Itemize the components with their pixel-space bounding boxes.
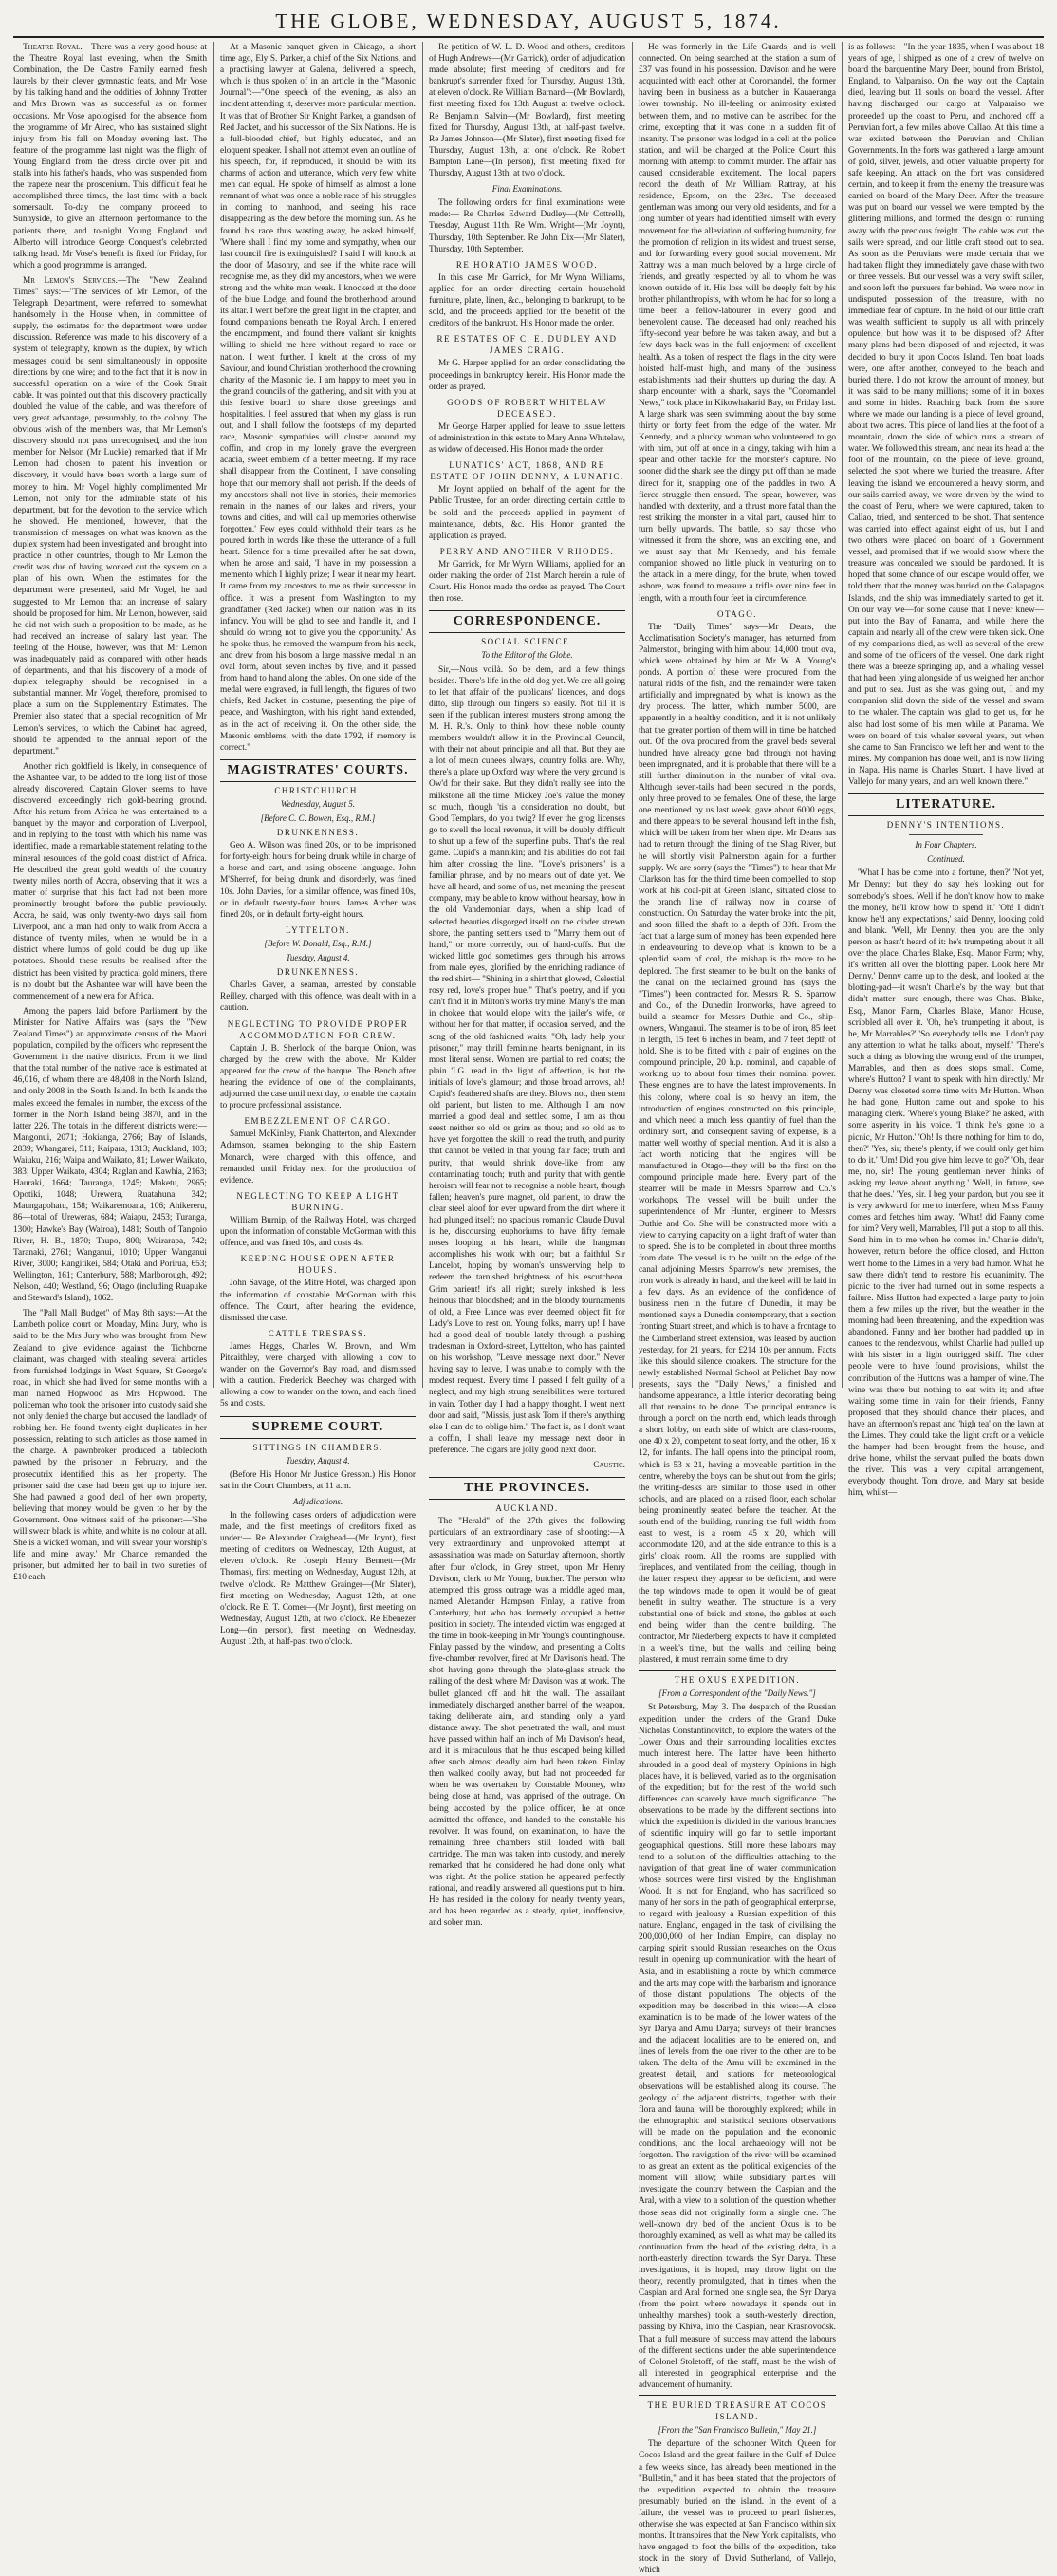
court-before: [Before W. Donald, Esq., R.M.] [264,938,372,948]
christchurch-heading: CHRISTCHURCH. [274,785,362,795]
cocos-article-continued: is as follows:—"In the year 1835, when I was about 18 years of age, I shipped as one of a crew of twelve on board the barquentine Mary Deer, bound from Bristol, England, to Valparaiso. On the way out the Captain died, leaving but 11 souls on board the vessel. After having discharged our cargo at Valparaiso we proceeded up the coast to Peru, and anchored off a Peruvian fort, a few miles above Callao. At this time a war existed between the Peruvian and Chilian Governments. In the forts was gathered a large amount of gold, silver, jewels, and other valuable property for safe keeping. An attack on the fort was considered certain, and to keep it from the enemy the treasure was carried on board of the Mary Deer. After the treasure was put on board our vessel we were tempted by the glittering millions, and formed the design of running away with the precious freight. The cable was cut, the sails were spread, and our little craft stood out to sea. As soon as the Peruvians were made certain that we had taken flight they immediately gave chase with two or three vessels. But our vessel was a very swift sailer, and soon left the pursuers far behind. We were now in undisputed possession of the treasure, with no immediate fear of capture. In the hold of our little craft was wealth sufficient to supply us all with princely opulence, but how was it to be disposed of? After many plans had been disposed of and rejected, it was decided to bury it upon Cocos Island. Ten boat loads were, one after another, conveyed to the beach and buried there. I do not know the amount of money, but it was said to be many millions; some of it in boxes and some in hides. Reaching back from the shore where we made our landing is a piece of level ground, about two acres. This piece of land lies at the foot of a mountain, down the side of which runs a stream of water. We followed this stream, and near its head at the foot of the mountain, on the piece of level ground, selected the spot where we buried the treasure. After leaving the island we encountered a heavy storm, and our sails carried away, we were driven by the wind to the coast of Peru, where we were captured, taken to Callao, tried, and sentenced to be shot. That sentence was carried into effect against eight of us, but I and two others were placed on board of a Government vessel, and promised that if we would show where the treasure was concealed we should be pardoned. It is hoped that some chance of our escape would offer, we told them that the money was buried on the Galapagos Islands, and the ship was immediately started to get it. On our way we—for some cause that I never knew—put into the Bay of Panama, and while there the captain and nearly all of the crew were taken sick. One of my companions died, as well as several of the crew and some of the officers of the vessel. One dark night there was a breeze springing up, and a whaling vessel that had been lying alongside of us weighed her anchor and put to sea. Just as she was going out, I and my companion slid down the side of the vessel and swam to the whaler. The captain was glad to get us, for he also had lost some of his men while at Panama. We were on board of this whaler several years, but when she came to San Francisco we left her and went to the mines. My companion has done well, and is now living in Napa. His name is Charles Stuart. I have lived at Vallejo for many years, and am well known there." [848,43,1044,787]
case-heading: RE HORATIO JAMES WOOD. [455,259,599,270]
pall-mall-article: The "Pall Mall Budget" of May 8th says:—At the Lambeth police court on Monday, Mina Jury, who is said to be the Mrs Jury who was brought from New Zealand to give evidence against the Tichborne claimant, was charged with stealing several articles from furnished lodgings in West Square, St George's road, in which she had lived for some months with a man named Hopwood as Mrs Hopwood. The policeman who took the prisoner into custody said she not only denied the charge but accused the landlady of robbing her. He found twenty-eight duplicates in her possession, relating to such articles as those named in the charge. A pawnbroker produced a tablecloth pawned by the prisoner in February, and the prosecutrix identified this as her property. The prisoner said the case had been got up to injure her. She had pawned a good deal of her own property, believing that money would be given to her by the Government. One witness said of the prisoner:—'She will swear black is white, and white is no colour at all. She is a wicked woman, and will swear your worship's life and mine away.' Mr Chance remanded the prisoner, but admitted her to bail in two sureties of £10 each. [13,1309,207,1583]
column-3 [429,42,625,1929]
column-rule [632,42,633,1388]
oxus-heading: THE OXUS EXPEDITION. [674,1675,801,1686]
divider [639,1670,836,1671]
court-date: Tuesday, August 4. [286,1455,350,1465]
case-heading: EMBEZZLEMENT OF CARGO. [244,1116,392,1127]
story-continued: Continued. [927,854,965,865]
magistrates-courts-heading: MAGISTRATES' COURTS. [220,759,416,782]
supreme-court-heading: SUPREME COURT. [220,1416,416,1439]
article-head: Theatre Royal. [23,43,83,52]
case-heading: Adjudications. [292,1496,343,1506]
cocos-article: The departure of the schooner Witch Queen for Cocos Island and the great failure in the Gulf of Dulce a few weeks since, has already been mentioned in the "Bulletin," and it has been stated that the projectors of the expedition expected to obtain the treasure presumably buried on the island. In the event of a failure, the vessel was to proceed to pearl fisheries, otherwise she was expected at San Francisco within six months. It transpires that the New York capitalists, who have engaged to foot the bills of the expedition, take stock in the story of David Sutherland, of Vallejo, which [639,2439,836,2576]
court-before: [Before C. C. Bowen, Esq., R.M.] [260,813,376,823]
auckland-article-continued: He was formerly in the Life Guards, and is well connected. On being searched at the station a sum of £37 was found in his possession. Davison and he were acquainted with each other at Coromandel, the former having been in business as a butcher in Kauaeranga lower township. No ill-feeling or animosity existed between them, and no motive can be ascribed for the crime, excepting that it was done in a sudden fit of insanity. The prisoner was lodged in a cell at the police station, and will be charged at the Police Court this morning with attempt to commit murder. The affair has caused considerable excitement. The local papers record the death of Mr William Rattray, at his residence, Epsom, on the 23rd. The deceased gentleman was among our very old residents, and for a long number of years had identified himself with every movement for the alleviation of suffering humanity, for the promotion of religion in its widest and truest sense, and for forwarding every good social movement. Mr Rattray was a man much beloved by a large circle of friends, and greatly respected by all to whom he was known outside of it. His loss will be deeply felt by his brother philanthropists, with whom he had for so long a time been a fellow-labourer in every good and benevolent cause. The deceased had only reached his fifty-second year before he was taken away, and but a few days back was in the full enjoyment of excellent health. As a token of respect the flags in the city were hoisted half-mast high, and many of the business establishments had their shutters up during the day. A sharp encounter with a shark, says the "Coromandel News," took place in Kikowhakarid Bay, on Friday last. A large shark was seen swimming about the bay some thirty or forty feet from the edge of the water. Mr Kennedy, and a plucky woman who volunteered to go with him, put off at once in a dingy, taking with him a spear and other tackle for the monster's capture. No sooner did the shark see the dingy put off than he made direct for it, snapping one of the paddles in two. A fierce struggle then ensued. The spear, however, was handled with dexterity, and a thrust more fatal than the rest striking the monster in a vital part, caused him to turn belly upwards. The battle, so say those who witnessed it from the shore, was an exciting one, and we must say that Mr Kennedy, and his female companion showed no little pluck in venturing on to the attack in a mere dingy, for the brute, when towed ashore, was found to measure a trifle over nine feet in length, with a mouth four feet in circumference. [639,43,836,604]
case-heading: NEGLECTING TO PROVIDE PROPER ACCOMMODATION FOR CREW. [227,1018,409,1040]
oxus-source: [From a Correspondent of the "Daily News."] [658,1689,816,1699]
goldfield-article: Another rich goldfield is likely, in consequence of the Ashantee war, to be added to the long list of those already discovered. Captain Glover seems to have discovered exceedingly rich gold-bearing ground. After his return from Africa he was entertained to a banquet by the mayor and corporation of Liverpool, and in replying to the toast with which his name was identified, made a remarkable statement relating to the mineral resources of the gold coast district of Africa. He described the great gold wealth of the country twenty miles north of Accra, observing that it was a matter of surprise that this fact had not been more prominently brought before the public previously. Accra, he said, was only twenty-two days sail from Liverpool, and a man had only to walk from Accra a distance of twenty miles, when he would be in a district where lumps of gold could be dug up like potatoes. Should these results be realised after the district has been visited by practical gold miners, there is no doubt but the Ashantee war will have been the commencement of a new era for Africa. [13,761,207,1001]
case-text: Mr George Harper applied for leave to issue letters of administration in this estate to Mary Anne Whitelaw, as widow of deceased. His Honor made the order. [429,421,625,456]
lyttelton-heading: LYTTELTON. [286,924,350,935]
article-head: Mr Lemon's Services. [23,275,118,286]
court-before: (Before His Honor Mr Justice Gresson.) His Honor sat in the Court Chambers, at 11 a.m. [220,1469,416,1491]
story-text: 'What I has be come into a fortune, then?' 'Not yet, Mr Denny; but they do say he's looking out for somebody's shoes. Well if he don't know how to make the money, he'll know how to spend it.' 'Oh! I didn't know he'd any expectations,' said Denny, looking cold and blank. 'Well, Mr Denny, then you are the only person as hasn't heard of it: he's trumpeting about it all over the place. Charles Blake, Esq., Manor Farm; why, it's written all over the blotting paper. Look here Mr Denny.' Denny came up to the desk, and looked at the blotting-pad—it wasn't Charlie's by the way; but that didn't matter—sure enough, there was Chas. Blake, Esq., Manor Farm, Charles Blake, Manor House, scribbled all over it. 'Oh, he's trumpeting it about, is he, Mr Marrables?' 'So everybody tells me. I don't pay any attention to what he talks about, myself.' 'There's such a thing as blowing the wrong end of the trumpet, Marrables, and then as does stops small. Come, where's Hutton? I want to speak with him directly.' Mr Denny was closeted some time with Mr Hutton. When he had gone, Hutton came out and spoke to his managing clerk. 'Where's young Blake?' he asked, with some asperity in his voice. 'I think he's gone to a picnic, Mr Hutton.' 'Oh! Is there nothing for him to do, then?' 'Yes, sir; there's plenty, if we could only get him to do it.' 'Um! Did you give him leave to go?' 'Oh, dear me, no, sir! The young gentleman never thinks of asking my leave about anything.' 'Well, in future, see that he does.' 'Yes, sir. I beg your pardon, but you see it is very awkward for me to interfere, when Miss Fanny comes and fetches him away.' 'What! did Fanny come for him? Very well, Marrables, I'll put a stop to all this. Send him in to me when he comes in.' Charlie didn't, however, return before the office closed, and Hutton went home to the Limes in a very bad humor. What he saw there didn't tend to restore his equanimity. The picnic to the river had turned out in some respects a failure. Miss Hutton had expected a large party to join them a few miles up the river, but the weather in the morning had been threatening, and the expedition was abandoned. Fanny and her brother had paddled up in canoes to the rendezvous, whilst Charlie had pulled up with his sister in a light outrigged skiff. The other people were to have found provisions, whilst the contribution of the Huttons was a hamper of wine. The wine was there but nothing to eat with it; and after waiting some time in vain for their friends, Fanny proposed that they should chance their places, and have an afternoon's repast and 'high tea' on the lawn at the Limes. They could take the light craft or a vehicle the hamper had been brought from the house, and drive home, whilst the servant pulled the boats down the river. This was a very capital arrangement, everybody thought. Tom drove, and Mary sat beside him, whilst— [848,868,1044,1499]
case-heading: NEGLECTING TO KEEP A LIGHT BURNING. [236,1190,399,1212]
cocos-heading: THE BURIED TREASURE AT COCOS ISLAND. [647,2400,827,2422]
literature-heading: LITERATURE. [848,793,1044,816]
masthead-rule [13,36,1044,38]
case-text: Samuel McKinley, Frank Chatterton, and Alexander Adamson, seamen belonging to the ship Eastern Monarch, were charged with this offence, and remanded until Friday next for the production of evidence. [220,1129,416,1185]
masonic-banquet-article: At a Masonic banquet given in Chicago, a short time ago, Ely S. Parker, a chief of the Six Nations, and a practising lawyer at Galena, delivered a speech, which is thus spoken of in an article in the "Masonic Journal":—"One speech of the evening, as also an incident attending it, deserves more particular mention. It was that of Brother Sir Knight Parker, a grandson of Red Jacket, and his successor of the Six Nations. He is a full-blooded chief, but highly educated, and an eloquent speaker. I shall not attempt even an outline of his speech, for, if reproduced, it should be with its charms of action and utterance, which very few white men can equal. He spoke of himself as almost a lone remnant of what was once a noble race of his struggles in coming to manhood, and seeing his race disappearing as the dew before the morning sun. As he found his race thus wasting away, he asked himself, 'Where shall I find my home and sympathy, when our last council fire is extinguished? I said I will knock at the door of Masonry, and see if the white race will recognise me, as they did my ancestors, when we were strong and the white man weak. I knocked at the door of the blue Lodge, and found the brotherhood around its altar. I went before the great light in the chapter, and found companions beneath the Royal Arch. I entered the encampment, and found there valiant sir knights willing to shield me here without regard to race or nation. I went further. I knelt at the cross of my Saviour, and found Christian brotherhood the crowning charity of the Masonic tie. I am happy to meet you in the grand councils of the gathering, and sit with you at this festive board to share those greetings and hospitalities. I feel assured that when my glass is run out, and I shall follow the footsteps of my departed race, Masonic sympathies will cluster around my coffin, and drop in my lonely grave the evergreen acacia, sweet emblem of a better meeting. If my race shall disappear from the Continent, I have consoling hope that our memory shall not perish. If the deeds of my ancestors shall not live in stories, their memories remain in the names of our lakes and rivers, your towns and cities, and will call up memories otherwise forgotten.' Few eyes could withhold their tears as he poured forth in words like these the utterance of a full heart. Silence for a time prevailed after he sat down, when he arose and said, 'I have in my possession a memento which I highly prize; I wear it near my heart. It came from my ancestors to me as their successor in office. It was a present from Washington to my grandfather (Red Jacket) when our nation was in its infancy. You will be glad to see and handle it, and I should do wrong not to give you the opportunity.' As he spoke thus, he removed the wampum from his neck, and drew from his bosom a large massive medal in an oval form, about seven inches by five, and it passed from hand to hand along the tables. On one side of the medal were engraved, in full length, the figures of two chiefs, Red Jacket, in costume, presenting the pipe of peace, and Washington, with his right hand extended, as in the act of receiving it. On the other side, the Masonic emblems, with the date 1792, if memory is correct." [220,43,416,753]
correspondence-heading: CORRESPONDENCE. [429,610,625,633]
letter-signature: Caustic. [593,1460,625,1470]
masthead: THE GLOBE, WEDNESDAY, AUGUST 5, 1874. [275,9,782,32]
case-text: James Heggs, Charles W. Brown, and Wm Pitcaithley, were charged with allowing a cow to wander on the Governor's Bay road, and dismissed with a caution. Frederick Beechey was charged with allowing a cow to wander on the town, and each fined 5s and costs. [220,1341,416,1409]
case-text: Charles Gaver, a seaman, arrested by constable Reilley, charged with this offence, was dealt with in a caution. [220,980,416,1014]
story-chapters: In Four Chapters. [915,840,977,850]
column-rule [842,42,843,1388]
story-title: DENNY'S INTENTIONS. [886,820,1006,831]
case-text: William Burnip, of the Railway Hotel, was charged upon the information of constable McGorman with this offence, and was fined 10s, and costs 4s. [220,1216,416,1249]
case-text: John Savage, of the Mitre Hotel, was charged upon the information of constable McGorman with this offence. The Court, after hearing the evidence, dismissed the case. [220,1279,416,1323]
divider [909,834,983,835]
case-heading: RE ESTATES OF C. E. DUDLEY AND JAMES CRAIG. [436,334,618,356]
column-4 [639,42,836,2576]
lemon-services-article [13,275,207,757]
otago-article: The "Daily Times" says—Mr Deans, the Acclimatisation Society's manager, has returned from Palmerston, bringing with him about 14,000 trout ova, which were obtained by him at Mr W. A. Young's ponds. A portion of these were procured from the natural ridds of the fish, and the remainder were taken artificially and impregnated by what is known as the dry process. The latter, which number 5000, are apparently in a healthy condition, and it is not unlikely that the greater portion of them will in time be hatched out. Of the ova procured from the gravel beds several hundred have already gone bad through not having been impregnated, and it is probable that there will be a still further diminution in the number of vital ova. Although seven-tails had been secured in the ponds, only three proved to be females. One of these, the large one mentioned by us last week, gave about 6000 eggs, and there appears to be several thousand left in the fish, which will be taken from her when ripe. Mr Deans has had to return through the dining of the Shag River, but he will shortly visit Palmerston again for a further supply. We are sorry (says the "Times") to hear that Mr Clarkson has for the third time been compelled to stop work at his coal-pit at Green Island, situated close to the branch line of railway now in course of construction. On Saturday the water broke into the pit, and soon filled the shaft to a depth of 30ft. From the fact that a large sum of money has been expended here in endeavouring to develop what is known to be a splendid seam of coal, the mishap is the more to be deplored. The first steamer to be built on the banks of the canal on the reclaimed ground has (says the "Times") been contracted for. Messrs R. S. Sparrow and Co., of the Dunedin Ironworks, have agreed to build a steamer for Messrs Duthie and Co., ship-owners, Wanganui. The steamer is to be of iron, 85 feet in length, 15 feet 6 inches in beam, and 7 feet depth of hold. She is to be fitted with a pair of engines on the compound principle, 20 h.p. nominal, and capable of working up to about four times their nominal power. These engines are to have the latest improvements. In this colony, where coal is so heavy an item, the introduction of engines constructed on this principle, and which need a much less quantity of fuel than the ordinary sort, and consequent saving of expense, is a matter well worthy of special mention. And it is also a fact worth noticing that the engines will be manufactured in Otago—they will be the first on the compound principle made here. Every part of the steamer will be made in Messrs Sparrow and Co.'s workshops. The vessel will be built under the superintendence of Mr Hunter, engineer to Messrs Duthie and Co. She will be constructed more with a view to carrying capacity on a light draft of water than to speed. She is to be completed in about three months from date. The vessel is to be built on the edge of the canal adjoining Messrs Sparrow's new premises, the iron work is already in hand, and the keel will be laid in a few days. As an evidence of the confidence of business men in the future of Dunedin, it may be mentioned, says a Dunedin contemporary, that a section fronting Stuart street, and which is to have a frontage to the Cumberland street extension, was leased by auction yesterday, for 21 years, for £214 10s per annum. Facts like this should silence croakers. The structure for the newly established Normal School at Pelichet Bay now presents, says the "Daily News," a finished and handsome appearance, a little interior decorating being all that remains to be done. The principal entrance is through a porch on the north end, which leads through a short lobby, on each side of which are class-rooms, one 40 x 20, competent to seat forty, and the other, 16 x 12, for infants. The hall opens into the principal room, which is 53 x 21, having a moveable partition in the centre, whereby the boys can be shut out from the girls; the writing-desks are similar to those used in other schools, and are placed on a raised floor, each scholar being prominently seated before the teacher. At the south end of the building, running the full width from east to west, is a room 45 x 20, which will accommodate 120, and at the side entrance to this is a girls' cloak room. All the rooms are supplied with fireplaces, and ventilated from the ceiling, though in the latter respect they appear to be deficient, and were the top windows made to open it would be of great benefit in sultry weather. The structure is a very substantial one of brick and stone, the gables at each end being wider than the centre building. The contractor, Mr Niederberg, expects to have it completed in a week's time, but the walls and ceiling being plastered, it must remain some time to dry. [639,622,836,1666]
column-5 [848,42,1044,1499]
letter-text: Sir,—Nous voilà. So be dem, and a few things besides. There's life in the old dog yet. We are all going to let that affair of the publicans' licences, and dogs ditto, slip through our fingers so easily. Not till it is seen if the publican interest musters strong among the M. H. R.'s. Only to think how these noble county members wouldn't allow it in the Provincial Council, with their not about principle and all that. But they are a lot of mean cunees always, country folks are. Why, there's a place up Oxford way where the very ground is Ow'd for their sake. But they didn't really see into the milkstone all the time. Mickey Joe's value the money so much, though 'tis a consideration no doubt, but Good Templars, do you twig? If ever the grog licenses go to swell the local revenue, it will be doubly difficult to shut up a few of the superfine pubs. That's the real game. Cupid's a mannikin; and his abilities do not fail him after crossing the line. "Love's prisoners" is a familiar phrase, and by no means out of date yet. We have all heard, and some of us, not meaning the present company, may be able to know without hearsay, how in the old Vandemonian days, when a ship load of selected beauties disgorged itself on the cinder strewn shore, the panting settlers used to "Marry them out of hand," or more correctly, out of hand-cuffs. But the wicked little god sometimes gets through his arrows from male eyes, glorified by the enriching radiance of the red shirt— "Shining in a shirt that glowed, Celestial rosy red, love's proper hue." That's poetry, and if you can't find it in Milton's works try mine. Many's the man in chokee that would elope with the jailer's wife, or without her for that matter, if occasion served, and the song of the old fashioned waits, "Oh, lady help your prisoner," may thrill feminine hearts benignant, in its most literal sense. Women are partial to red coats; the plain 'I.G. read in the light of affection, is but the initials of love's glamour; and those broad arrows, ah! Cupid's feathered shafts are they. Blows not, then stern old parient, but listen to me. Although I am now married a good deal and settled some, I am as thou seest neither so old or grim as thou; and so old as to have yet forgotten the skill to read the truth, and purity that cannot be veiled in that young fair face; truth and purity, that would shrink dove-like from any contaminating touch; truth and purity that with gentle heroism will fear not to recognise a noble heart, though fallen; heaven's pure magnet, old parient, to draw the clear steel aloof for ever upward from the dirt where it had plunged itself; no spacious romantic Claude Duval is he, discoursing euphoriums to have fifty female noses looping at his heart, while the hangman accomplishes his work with our; but a faithful Sir Lancelot, hoping by woman's unswerving help to redeem the tarnished brightness of his escutcheon. Grim parient! it's all right; surely inkshed is less heinous than bloodshed; and in the bloody tournaments of old, a Free Lance was ever deemed object fit for Lady's Love to rest on. Young folks, marry up! I have had a good deal of trouble lately through a pushing tradesman in Oxford-street, Lyttelton, who has painted on his workshop, "Leave message next door." Never having say to leave, I was unable to comply with the modest request. Every time I passed I felt guilty of a neglect, and my high strung sensibilities were tortured in vain. Tother day I had a happy thought. I went next door and said, "Missis, just ask Tom if there's anything else I can do to oblige him." The fact is, as I don't want a coffin, I shall leave my message next door in preference. The cigars are jolly good next door. [429,664,625,1455]
court-date: Wednesday, August 5. [281,798,355,809]
case-heading: DRUNKENNESS. [276,967,360,978]
case-heading: GOODS OF ROBERT WHITELAW DECEASED. [447,397,607,419]
provinces-heading: THE PROVINCES. [429,1477,625,1500]
article-body: —There was a very good house at the Theatre Royal last evening, when the Smith Combination, the De Castro Family earned fresh laurels by their clever gymnastic feats, and Mr Vose by his talking hand and the oddities of Johnny Trotter and Mrs Brown was as successful as on former occasions. Mr Vose apologised for the absence from the programme of Mr Airec, who has sustained slight injury from his fall on Monday evening last. The feature of the programme last night was the flight of Young England from the dress circle over pit and stalls into his father's hands, who was suspended from the trapeze near the proscenium. This difficult feat he accomplished three times, the last time with a back somersault. To-day the company proceed to Sunnyside, to give an afternoon performance to the patients there, and to-night Young England and Alberto will introduce George Conquest's celebrated talking head. Mr Vose's benefit is fixed for Friday, for which a good programme is arranged. [13,43,207,271]
case-heading: DRUNKENNESS. [276,828,360,838]
auckland-heading: AUCKLAND. [495,1503,559,1514]
case-text: The following orders for final examinations were made:— Re Charles Edward Dudley—(Mr Cottrell), Tuesday, August 11th. Re Wm. Wright—(Mr Joynt), Thursday, 10th September. Re John Dix—(Mr Slater), Thursday, 10th September. [429,198,625,254]
case-heading: CATTLE TRESPASS. [268,1328,368,1338]
case-text: Geo A. Wilson was fined 20s, or to be imprisoned for forty-eight hours for being drunk while in charge of a horse and cart, and using obscene language. John M'Sherref, for being drunk and disorderly, was fined 10s. John Davies, for a similar offence, was fined 10s, or in default twenty-four hours. James Archer was fined 20s, or in default forty-eight hours. [220,841,416,920]
otago-heading: OTAGO. [716,608,758,619]
case-heading: KEEPING HOUSE OPEN AFTER HOURS. [240,1254,396,1276]
court-date: Tuesday, August 4. [286,953,350,963]
case-text: Mr Joynt applied on behalf of the agent for the Public Trustee, for an order directing certain cattle to be sold and the proceeds applied in payment of maintenance, debts, &c. His Honor granted the application as prayed. [429,485,625,541]
column-rule [213,42,214,1388]
case-text: In this case Mr Garrick, for Mr Wynn Williams, applied for an order directing certain household furniture, plate, linen, &c., belonging to bankrupt, to be sold, and the proceeds applied for the benefit of the creditors of the bankrupt. His Honor made the order. [429,272,625,329]
letter-title: SOCIAL SCIENCE. [481,637,573,647]
article-body: —The "New Zealand Times" says:—"The services of Mr Lemon, of the Telegraph Department, were referred to somewhat handsomely in the House when, in committee of supply, the estimates for the department were under discussion. Reference was made to his discovery of a system of telegraphy, known as the duplex, by which messages could be sent simultaneously in opposite directions by one wire; and to the fact that it is now in successful operation on a wire of the Cook Strait cable. It was pointed out that this discovery practically doubled the value of the cable, and was therefore of very great advantage, presumably, to the colony. The obvious wish of the members was, that Mr Lemon's discovery should not pass unrecognised, and the hon member for Nelson (Mr Luckie) remarked that if Mr Lemon had chosen to patent his invention or discovery, it would have been worth a large sum of money to him. Mr Vogel highly complimented Mr Lemon, not only for the admirable state of his department, but for the devotion to the service which he showed. He mentioned, however, that the transmission of messages on what was known as the duplex system had been investigated and brought into practice in other countries, though to Mr Lemon the credit was due of having worked out the system on a plan of his own. When the estimates for the department were presented, said Mr Vogel, he had suggested to Mr Lemon that an increase of salary should be proposed for him. Mr Lemon, however, said he did not wish such a proposition to be made, as he had received an increase of salary last year. The feeling of the House, however, was that Mr Lemon was inadequately paid as compared with other heads of departments, and that his discovery of a mode of duplex telegraphy should be recognised in a substantial manner. Mr Vogel, therefore, promised to place a sum on the Supplementary Estimates. The Premier also stated that a special recognition of Mr Lemon's services, to which the Cabinet had agreed, should be appended to the annual report of the department." [13,275,208,756]
sittings-heading: SITTINGS IN CHAMBERS. [252,1442,383,1452]
column-2 [220,42,416,1647]
case-heading: Final Examinations. [491,184,563,195]
auckland-article: The "Herald" of the 27th gives the following particulars of an extraordinary case of shooting:—A very extraordinary and unprovoked attempt at assassination was made on Saturday afternoon, shortly after four o'clock, in Grey street, upon Mr Henry Davison, clerk to Mr Young, butcher. The person who attempted this gross outrage was a middle aged man, named Alexander Hampson Finlay, a native from Canterbury, but who has formerly occupied a better position in society. The intended victim was engaged at the time in book-keeping in Mr Young's countinghouse. Finlay passed by the window, and presenting a Colt's five-chamber revolver, fired at Mr Davison's head. The shot having gone through the plate-glass struck the railing of the desk where Mr Davison was at work. The bullet glanced off and hit the wall. The assailant immediately discharged another barrel of the weapon, taking deliberate aim, and standing only a yard distance away. The shot penetrated the wall, and must have passed within half an inch of Mr Davison's head, and it is miraculous that he thus escaped being killed after such almost deadly aim had been taken. Finlay then walked coolly away, but had not proceeded far when he was overtaken by Constable Mooney, who being close at hand, was apprised of the outrage. On being accosted by the police officer, he at once admitted the offence, and handed to the constable his revolver. It was found, on examination, to have the remaining three chambers still loaded with ball cartridge. The man was taken into custody, and merely remarked that he considered he had done only what was right. At the police station he appeared perfectly rational, and readily answered all questions put to him. He has resided in the colony for nearly twenty years, and has been regarded as a steady, quiet, inoffensive, and sober man. [429,1517,625,1929]
case-heading: PERRY AND ANOTHER V RHODES. [439,546,615,556]
theatre-royal-article [13,42,207,271]
native-census-article: Among the papers laid before Parliament by the Minister for Native Affairs was (says the "New Zealand Times") an approximate census of the Maori population, compiled by the officers who represent the Government in the native districts. From it we find that the total number of the native race is estimated at 46,016, of whom there are 48,408 in the North Island, and only 2008 in the South Island. In both Islands the males exceed the females in number, the excess of the former in the North Island being 3870, and in the latter 226. The totals in the different districts were:—Mangonui, 2071; Hokianga, 2766; Bay of Islands, 2839; Whangarei, 511; Kaipara, 1313; Auckland, 103; Waiuku, 216; Waipa and Waikato, 81; Lower Waikato, 383; Upper Waikato, 4304; Raglan and Kawhia, 2163; Hauraki, 1664; Tauranga, 1245; Maketu, 2965; Opotiki, 1048; Urewera, Ruatahuna, 342; Maungapohatu, 158; Waikaremoana, 106; Ahikereru, 86—total of Ureweras, 684; Waiapu, 2453; Turanga, 1300; Hawke's Bay (Wairoa), 1481; South of Tangoio River, H. B., 1870; Taupo, 800; Wairarapa, 742; Taranaki, 2761; Wanganui, 1010; Upper Wanganui River, 3000; Rangitikei, 584; Otaki and Porirua, 653; Wellington, 161; Canterbury, 588; Marlborough, 492; Nelson, 440; Westland, 96; Otago (including Ruapuke and Steward's Island), 1062. [13,1006,207,1304]
cocos-source: [From the "San Francisco Bulletin," May 21.] [658,2425,817,2436]
oxus-article: St Petersburg, May 3. The despatch of the Russian expedition, under the orders of the Grand Duke Nicholas Constantinovitch, to explore the waters of the Lower Oxus and their surrounding localities excites much interest here. The latter have been hitherto shrouded in a good deal of mystery. Opinions in high places have, it is believed, varied as to the organisation of the expedition; but for the rest of the world such differences can scarcely have much significance. The observations to be made by the different sections into which the expedition is divided in the various branches of scientific inquiry will go far to settle important geographical questions. Still more these labours may tend to a solution of the difficulties attaching to the navigation of that great line of water communication whose sources were first visited by the Englishman Wood. It is not for England, who has sacrificed so many of her sons in the path of geographical enterprise, to regard with jealousy a Russian expedition of this nature. England, engaged in the task of civilising the 200,000,000 of her Indian Empire, can display no carping spirit should Russian researches on the Oxus result in opening up communication with the heart of Asia, and in establishing a route by which commerce and the arts may cope with the barbarism and ignorance of those distant populations. The objects of the expedition may be described in this wise:—A close examination is to be made of the lower waters of the Syr Darya and Amu Darya; surveys of their branches and the adjacent localities are to be entered on, and lines of levels from the one river to the other are to be taken. The delta of the Amu will be examined in the greatest detail, and stations for meteorological observations will be established along its course. The geology of the adjacent districts, together with their flora and fauna, will be thoroughly explored; while in the ethnographic and statistical sections observations will be made on the population and the economic conditions, and the local archaeology will not be forgotten. The navigation of the river will be examined to as great an extent as the political exigencies of the moment will allow; while subsidiary parties will investigate the country between the Caspian and the Aral, with a view to a solution of the question whether those seas did not originally form a single one. The well-known dry bed of the ancient Oxus is to be thoroughly examined, as well as what may be called its continuation from the head of the existing delta, in a north-easterly direction towards the Syr Darya. These investigations, it is hoped, may throw light on the theory, recently promulgated, that in times when the Caspian and Aral formed one single sea, the Syr Darya (from the point where nowadays it spends out in unhealthy marshes) took a south-westerly direction, passing by Khiva, into the Caspian, near Krasnovodsk. That a full measure of success may attend the labours of the different sections under the able superintendence of Colonel Stoletoff, of the staff, must be the wish of all interested in geographical enterprise and the advancement of humanity. [639,1703,836,2390]
column-rule [422,42,423,1388]
petitions-text: Re petition of W. L. D. Wood and others, creditors of Hugh Andrews—(Mr Garrick), order of adjudication made absolute; first meeting of creditors and for bankrupt's surrender fixed for Thursday, August 13th, at eleven o'clock. Re William Barnard—(Mr Bowlard), first meeting fixed for 13th August at twelve o'clock. Re Benjamin Salvin—(Mr Bowlard), first meeting fixed for Thursday, August 13th, at half-past twelve. Re James Johnson—(Mr Slater), first meeting fixed for Thursday, August 13th, at one o'clock. Re Robert Bampton Lane—(In person), first meeting fixed for Thursday, August 13th, at two o'clock. [429,43,625,179]
column-1 [13,42,208,1583]
case-text: In the following cases orders of adjudication were made, and the first meetings of creditors fixed as under:— Re Alexander Craighead—(Mr Joynt), first meeting of creditors on Wednesday, 12th August, at eleven o'clock. Re Joseph Henry Bennett—(Mr Thomas), first meeting on Wednesday, August 12th, at twelve o'clock. Re Matthew Grainger—(Mr Slater), first meeting on Wednesday, August 12th, at one o'clock. Re E. T. Comer—(Mr Joynt), first meeting on Wednesday, August 12th, at two o'clock. Re Ebenezer Long—(in person), first meeting on Wednesday, August 12th, at half-past two o'clock. [220,1510,416,1647]
case-text: Mr G. Harper applied for an order consolidating the proceedings in bankruptcy herein. His Honor made the order as prayed. [429,359,625,392]
case-text: Mr Garrick, for Mr Wynn Williams, applied for an order making the order of 21st March herein a rule of Court. His Honor made the order as prayed. The Court then rose. [429,559,625,605]
divider [639,2395,836,2396]
case-text: Captain J. B. Sherlock of the barque Onion, was charged by the crew with the above. Mr Kalder appeared for the crew of the barque. The Bench after hearing the evidence of one of the complainants, adjourned the case until next day, to enable the captain to procure professional assistance. [220,1043,416,1111]
letter-address: To the Editor of the Globe. [481,650,573,661]
case-heading: LUNATICS' ACT, 1868, AND RE ESTATE OF JOHN DENNY, A LUNATIC. [430,460,624,482]
